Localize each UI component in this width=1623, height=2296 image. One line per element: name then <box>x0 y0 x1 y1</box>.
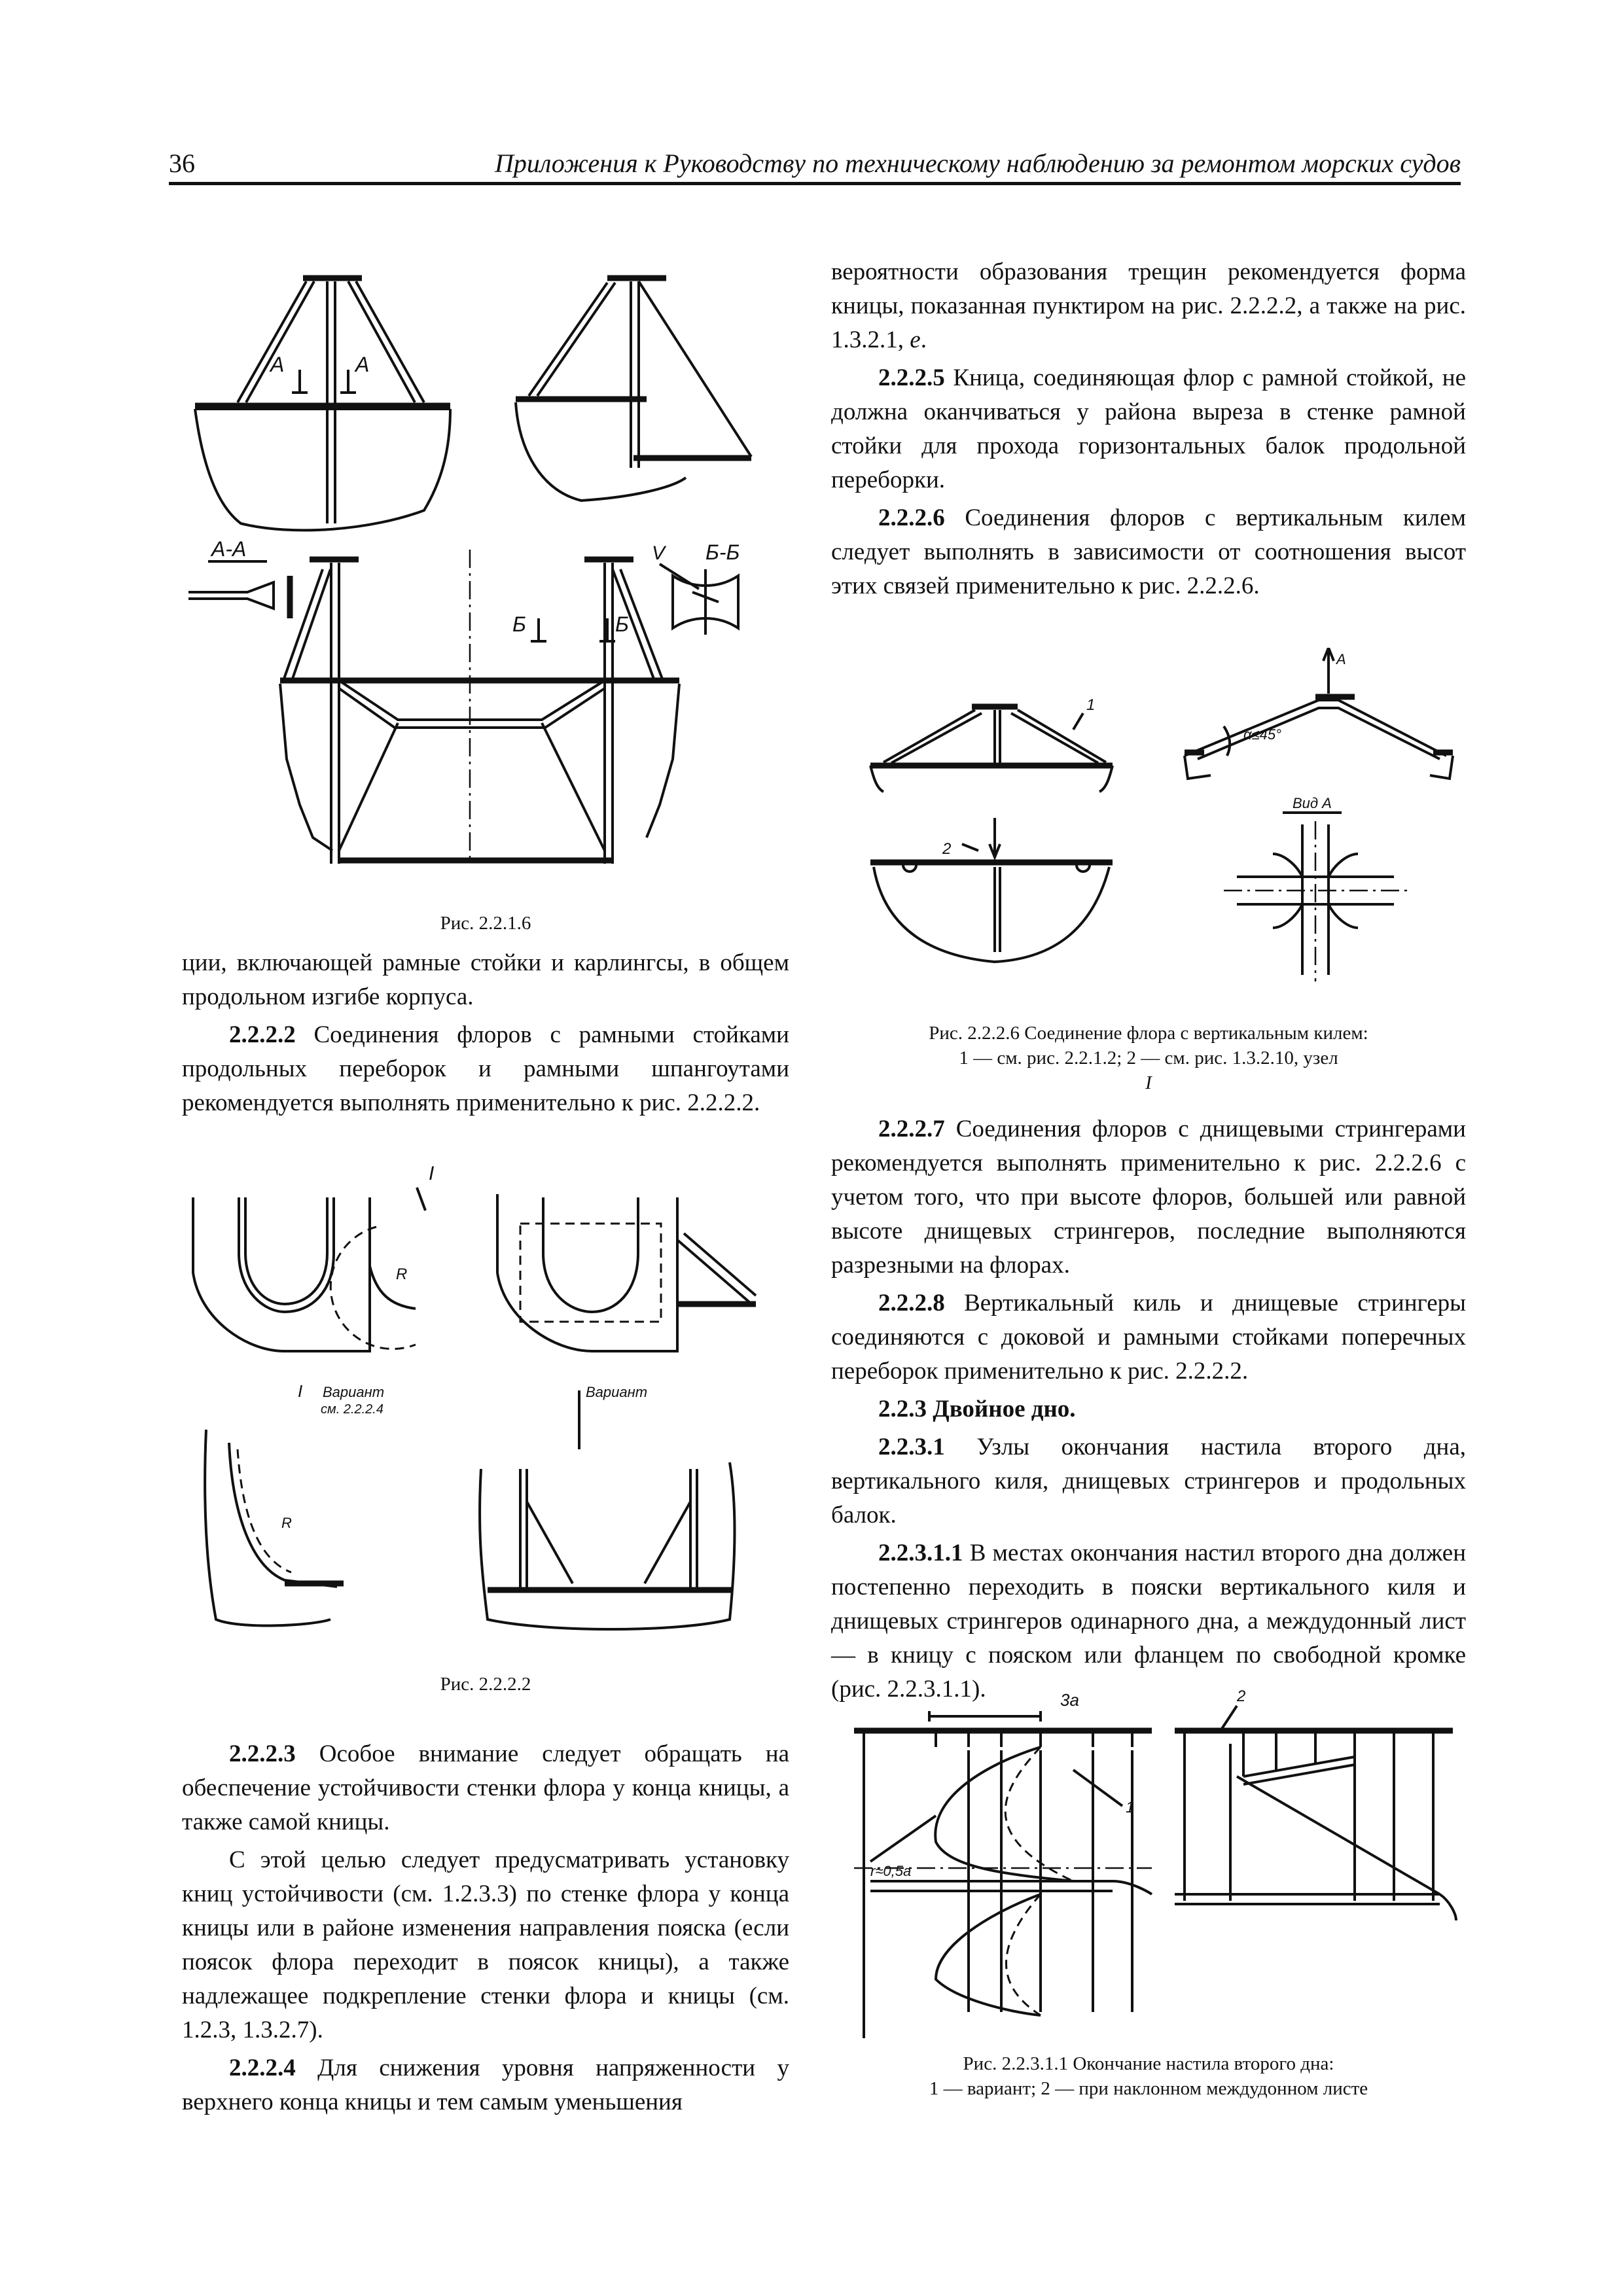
label-radius: r≈0,5a <box>870 1863 912 1879</box>
figure-2-2-1-6-drawing <box>175 262 804 890</box>
label-arrow-a: А <box>1336 651 1346 667</box>
label-b-left: Б <box>512 612 526 636</box>
heading-2-2-3: 2.2.3 Двойное дно. <box>878 1396 1076 1422</box>
figure-2-2-3-1-1-drawing <box>844 1685 1459 2051</box>
right-column-middle <box>831 1112 1466 1710</box>
paragraph-continuation: ции, включающей рамные стойки и карлингсы, в общем продольном изгибе корпуса. <box>182 949 789 1010</box>
figure-2-2-1-6 <box>175 262 804 890</box>
label-node-i: I <box>429 1163 435 1184</box>
figure-2-2-3-1-1 <box>844 1685 1459 2051</box>
label-num1: 1 <box>1086 696 1096 714</box>
page-header <box>169 145 1461 185</box>
figure-2-2-1-6-caption: Рис. 2.2.1.6 <box>440 913 531 934</box>
figure-2-2-2-2-drawing <box>180 1161 789 1672</box>
paragraph-2-2-2-5: 2.2.2.5 Кница, соединяющая флор с рамной стойкой, не должна оканчиваться у района выреза в стенке рамной стойки для прохода горизонтальных балок продольной переборки. <box>831 364 1466 493</box>
figure-2-2-2-6-drawing <box>857 648 1466 1001</box>
paragraph-2-2-2-7: 2.2.2.7 Соединения флоров с днищевыми стрингерами рекомендуется выполнять применительно к рис. 2.2.2.6 с учетом того, что при высоте флоров, большей или равной высоте днищевых стрингеров, последние выполняются разрезными на флорах. <box>831 1116 1466 1279</box>
label-fig-num1: 1 <box>1126 1799 1135 1816</box>
paragraph-2-2-2-4: 2.2.2.4 Для снижения уровня напряженности у верхнего конца кницы и тем самым уменьшения <box>182 2055 789 2115</box>
paragraph-2-2-3-1: 2.2.3.1 Узлы окончания настила второго дна, вертикального киля, днищевых стрингеров и продольных балок. <box>831 1434 1466 1528</box>
label-view-a: Вид А <box>1293 795 1332 811</box>
paragraph-2-2-2-3: 2.2.2.3 Особое внимание следует обращать на обеспечение устойчивости стенки флора у конца кницы, а также самой кницы. <box>182 1740 789 1835</box>
label-variant-i-num: I <box>298 1381 303 1401</box>
label-variant-right: Вариант <box>586 1384 648 1400</box>
paragraph-2-2-2-2: 2.2.2.2 Соединения флоров с рамными стойками продольных переборок и рамными шпангоутами рекомендуется выполнять применительно к рис. 2.2.2.2. <box>182 1021 789 1116</box>
figure-2-2-2-6-caption: Рис. 2.2.2.6 Соединение флора с вертикальным килем: 1 — см. рис. 2.2.1.2; 2 — см. рис. 1.3.2.10, узел I <box>929 1023 1368 1093</box>
page-number: 36 <box>169 149 195 178</box>
label-b-right: Б <box>615 612 629 636</box>
label-section-aa: А-А <box>211 537 247 561</box>
running-title: Приложения к Руководству по техническому наблюдению за ремонтом морских судов <box>494 149 1461 178</box>
label-section-bb: Б-Б <box>705 540 740 564</box>
paragraph-2-2-2-6: 2.2.2.6 Соединения флоров с вертикальным килем следует выполнять в зависимости от соотношения высот этих связей применительно к рис. 2.2.2.6. <box>831 504 1466 599</box>
left-column-bottom <box>182 1737 789 2123</box>
figure-2-2-2-2-caption: Рис. 2.2.2.2 <box>440 1674 531 1695</box>
paragraph-2-2-2-8: 2.2.2.8 Вертикальный киль и днищевые стрингеры соединяются с доковой и рамными стойками поперечных переборок применительно к рис. 2.2.2.2. <box>831 1290 1466 1385</box>
label-variant-i-ref: см. 2.2.2.4 <box>321 1402 383 1417</box>
label-a-right: А <box>355 353 370 376</box>
label-fig-num2: 2 <box>1237 1687 1246 1705</box>
paragraph-continuation-right: вероятности образования трещин рекомендуется форма кницы, показанная пунктиром на рис. 2.2.2.2, а также на рис. 1.3.2.1, е. <box>831 258 1466 353</box>
label-variant-i-word: Вариант <box>323 1384 385 1400</box>
right-column-top <box>831 255 1466 607</box>
figure-2-2-2-6 <box>857 648 1466 1001</box>
label-angle: α≤45° <box>1243 726 1281 743</box>
label-r-bottom: R <box>281 1515 292 1531</box>
left-column-top <box>182 946 789 1124</box>
label-dim-3a: 3a <box>1060 1690 1079 1710</box>
label-weld-v: V <box>652 542 666 564</box>
label-num2: 2 <box>942 840 952 858</box>
label-r-top: R <box>396 1265 408 1283</box>
label-a-left: А <box>270 353 285 376</box>
figure-2-2-3-1-1-caption: Рис. 2.2.3.1.1 Окончание настила второго дна: 1 — вариант; 2 — при наклонном междудонном листе <box>929 2053 1368 2099</box>
paragraph-stability-knees: С этой целью следует предусматривать установку книц устойчивости (см. 1.2.3.3) по стенке флора у конца кницы или в районе изменения направления пояска (если поясок флора переходит в поясок кницы), а также надлежащее подкрепление стенки флора и кницы (см. 1.2.3, 1.3.2.7). <box>182 1846 789 2043</box>
paragraph-2-2-3-1-1: 2.2.3.1.1 В местах окончания настил второго дна должен постепенно переходить в пояски вертикального киля и днищевых стрингеров одинарного дна, а междудонный лист — в кницу с пояском или фланцем по свободной кромке (рис. 2.2.3.1.1). <box>831 1540 1466 1703</box>
figure-2-2-2-2 <box>180 1161 789 1672</box>
